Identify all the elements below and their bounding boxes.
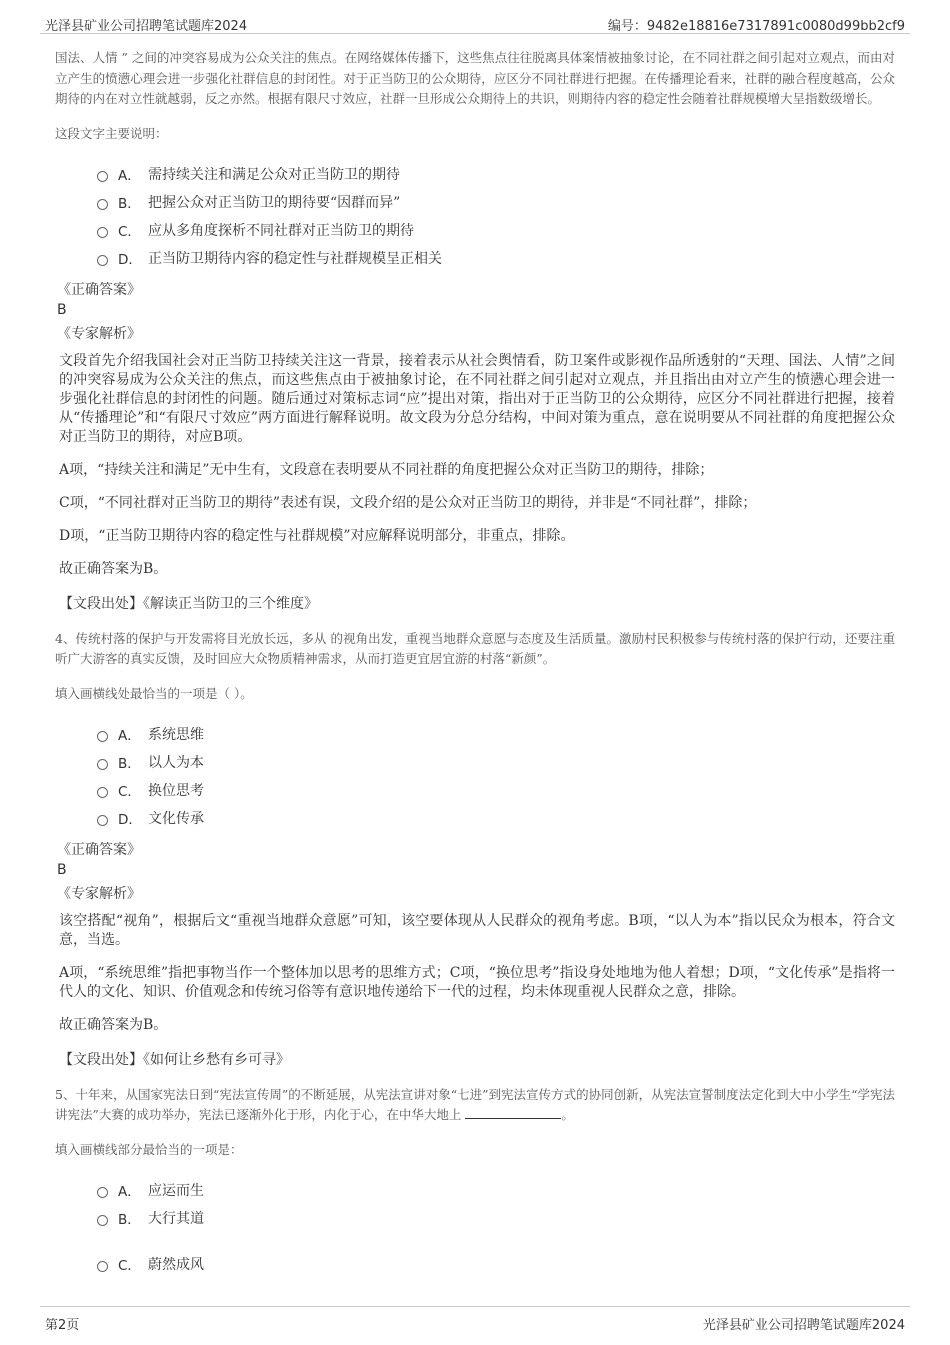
header-code: 编号：9482e18816e7317891c0080d99bb2cf9 [607,19,905,34]
q4-analysis-p2: A项，“系统思维”指把事物当作一个整体加以思考的思维方式；C项，“换位思考”指设身处地地为他人着想；D项，“文化传承”是指将一代人的文化、知识、价值观念和传统习俗等有意识地传递给下一代的过程，均未体现重视人民群众之意，排除。 [59,964,895,1000]
radio-icon[interactable] [97,255,108,266]
q4-option-b[interactable]: B． 以人为本 [55,748,895,776]
q3-analysis-label: 《专家解析》 [57,325,141,342]
radio-icon[interactable] [97,759,108,770]
q4-source: 【文段出处】《如何让乡愁有乡可寻》 [59,1051,290,1068]
page-header [0,0,950,33]
q4-option-d[interactable]: D． 文化传承 [55,804,895,832]
page-number: 第2页 [45,1318,80,1333]
radio-icon[interactable] [97,815,108,826]
q4-analysis-p3: 故正确答案为B。 [59,1016,168,1033]
q3-answer: B [57,301,67,318]
q3-option-c[interactable]: C． 应从多角度探析不同社群对正当防卫的期待 [55,216,895,244]
q4-analysis-label: 《专家解析》 [57,885,141,902]
q4-answer: B [57,861,67,878]
radio-icon[interactable] [97,199,108,210]
q5-options [55,1176,895,1278]
q5-option-b[interactable]: B． 大行其道 [55,1204,895,1232]
q4-option-c[interactable]: C． 换位思考 [55,776,895,804]
footer-divider [40,1306,910,1307]
q5-option-c[interactable]: C． 蔚然成风 [55,1250,895,1278]
radio-icon[interactable] [97,227,108,238]
q3-analysis-p3: C项，“不同社群对正当防卫的期待”表述有误，文段介绍的是公众对正当防卫的期待，并非是“不同社群”，排除； [59,494,757,511]
footer-title: 光泽县矿业公司招聘笔试题库2024 [702,1318,905,1333]
q4-text: 4、传统村落的保护与开发需将目光放长远，多从 的视角出发，重视当地群众意愿与态度及生活质量。激励村民积极参与传统村落的保护行动，还要注重听广大游客的真实反馈，及时回应大众物质精神需求，从而打造更宜居宜游的村落“新颜”。 [55,630,895,666]
header-title: 光泽县矿业公司招聘笔试题库2024 [45,19,248,34]
q3-analysis-p5: 故正确答案为B。 [59,560,168,577]
q4-option-a[interactable]: A． 系统思维 [55,720,895,748]
page-content [55,48,895,1286]
radio-icon[interactable] [97,787,108,798]
q3-passage: 国法、人情 ” 之间的冲突容易成为公众关注的焦点。在网络媒体传播下，这些焦点往往脱离具体案情被抽象讨论，在不同社群之间引起对立观点，而由对立产生的愤懑心理会进一步强化社群信息的封闭性。对于正当防卫的公众期待，应区分不同社群进行把握。在传播理论看来，社群的融合程度越高，公众期待的内在对立性就越弱，反之亦然。根据有限尺寸效应，社群一旦形成公众期待上的共识，则期待内容的稳定性会随着社群规模增大呈指数级增长。 [55,50,895,106]
radio-icon[interactable] [97,1187,108,1198]
fill-blank [465,1106,561,1119]
q4-analysis-p1: 该空搭配“视角”，根据后文“重视当地群众意愿”可知，该空要体现从人民群众的视角考虑。B项，“以人为本”指以民众为根本，符合文意，当选。 [59,912,895,948]
q3-analysis-p4: D项，“正当防卫期待内容的稳定性与社群规模”对应解释说明部分，非重点，排除。 [59,527,575,544]
q3-option-a[interactable]: A． 需持续关注和满足公众对正当防卫的期待 [55,160,895,188]
radio-icon[interactable] [97,1215,108,1226]
q3-option-d[interactable]: D． 正当防卫期待内容的稳定性与社群规模呈正相关 [55,244,895,272]
q3-prompt: 这段文字主要说明： [55,125,168,141]
q3-options [55,160,895,272]
q5-prompt: 填入画横线部分最恰当的一项是： [55,1141,243,1157]
q4-answer-label: 《正确答案》 [57,841,141,858]
q5-text: 5、十年来，从国家宪法日到“宪法宣传周”的不断延展，从宪法宣讲对象“七进”到宪法宣传方式的协同创新，从宪法宣誓制度法定化到大中小学生“学宪法讲宪法”大赛的成功举办，宪法已逐渐外化于形，内化于心，在中华大地上 。 [55,1086,895,1122]
q3-analysis-p2: A项，“持续关注和满足”无中生有，文段意在表明要从不同社群的角度把握公众对正当防卫的期待，排除； [59,461,714,478]
q4-options [55,720,895,832]
q3-analysis-p1: 文段首先介绍我国社会对正当防卫持续关注这一背景，接着表示从社会舆情看，防卫案件或影视作品所透射的“天理、国法、人情”之间的冲突容易成为公众关注的焦点，而这些焦点由于被抽象讨论，在不同社群之间引起对立观点，并且指出由对立产生的愤懑心理会进一步强化社群信息的封闭性的问题。随后通过对策标志词“应”提出对策，指出对于正当防卫的公众期待，应区分不同社群进行把握，接着从“传播理论”和“有限尺寸效应”两方面进行解释说明。故文段为分总分结构，中间对策为重点，意在说明要从不同社群的角度把握公众对正当防卫的期待，对应B项。 [59,352,895,445]
header-divider [40,33,910,34]
q3-answer-label: 《正确答案》 [57,281,141,298]
radio-icon[interactable] [97,1261,108,1272]
q5-option-a[interactable]: A． 应运而生 [55,1176,895,1204]
q3-option-b[interactable]: B． 把握公众对正当防卫的期待要“因群而异” [55,188,895,216]
q4-prompt: 填入画横线处最恰当的一项是（ ）。 [55,685,253,701]
radio-icon[interactable] [97,731,108,742]
q3-source: 【文段出处】《解读正当防卫的三个维度》 [59,595,318,612]
radio-icon[interactable] [97,171,108,182]
